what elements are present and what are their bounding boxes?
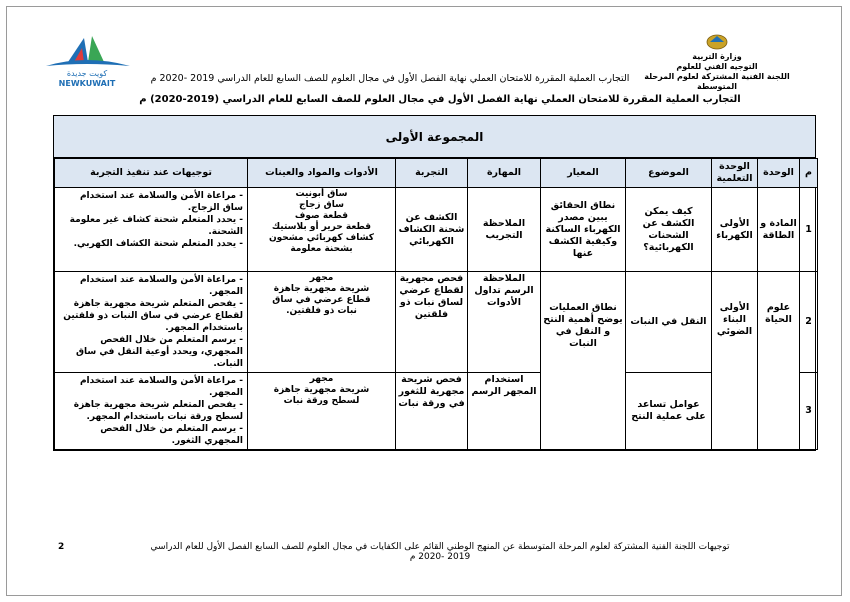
row-skill: استخدام المجهر الرسم: [468, 373, 541, 450]
row-topic: النقل في النبات: [626, 272, 712, 373]
row-skill: الملاحظة الرسم تداول الأدوات: [468, 272, 541, 373]
row-tools: [248, 272, 396, 373]
tool-item: شريحة مجهرية جاهزة: [273, 284, 370, 294]
logo-arabic-text: كويت جديدة: [66, 69, 108, 78]
guide-item: - يرسم المتعلم من خلال الفحص المجهري الثغور.: [100, 424, 243, 446]
tool-item: مجهر: [309, 273, 334, 283]
committee-name: اللجنة الفنية المشتركة لعلوم المرحلة المتوسطة: [644, 72, 790, 91]
tool-item: شريحة مجهرية جاهزة: [273, 385, 370, 395]
experiments-table: [54, 158, 818, 450]
row-standard: نطاق الحقائق يبين مصدر الكهرباء الساكنة وكيفية الكشف عنها: [541, 188, 626, 272]
col-header-skill: المهارة: [468, 159, 541, 188]
row-guide: [55, 373, 248, 450]
row-learning-unit: الأولى الكهرباء: [712, 188, 758, 272]
guide-item: - يحدد المتعلم شحنة كشاف غير معلومة الشحنة.: [69, 215, 243, 237]
table-row: [55, 373, 818, 450]
row-guide: [55, 272, 248, 373]
col-header-guide: توجيهات عند تنفيذ التجربة: [55, 159, 248, 188]
group-title: المجموعة الأولى: [54, 116, 815, 158]
page-number: 2: [58, 542, 65, 552]
guide-item: - يفحص المتعلم شريحة مجهرية جاهزة لقطاع عرضي في ساق النبات ذو فلقتين باستخدام المجهر.: [63, 299, 243, 333]
row-unit: المادة و الطاقة: [758, 188, 800, 272]
row-topic: عوامل تساعد على عملية النتح: [626, 373, 712, 450]
col-header-num: م: [800, 159, 818, 188]
new-kuwait-logo-icon: [38, 32, 136, 90]
row-experiment: فحص شريحة مجهرية للثغور في ورقة نبات: [396, 373, 468, 450]
footer-text: توجيهات اللجنة الفنية المشتركة لعلوم المرحلة المتوسطة عن المنهج الوطني القائم على الكفايات في مجال العلوم للصف السابع الفصل الأول للعام الدراسي 2019 -2020 م: [150, 542, 730, 562]
table-row: [55, 188, 818, 272]
col-header-standard: المعيار: [541, 159, 626, 188]
col-header-learning-unit: الوحدة التعلمية: [712, 159, 758, 188]
tool-item: ساق أبونيت: [295, 189, 348, 199]
tool-item: مجهر: [309, 374, 334, 384]
tool-item: قطعة حرير أو بلاستيك: [271, 222, 372, 232]
guide-item: - يفحص المتعلم شريحة مجهرية جاهزة لسطح ورقة نبات باستخدام المجهر.: [73, 400, 243, 422]
row-tools: [248, 373, 396, 450]
row-guide: [55, 188, 248, 272]
guide-item: - مراعاة الأمن والسلامة عند استخدام ساق الزجاج.: [79, 191, 243, 213]
department-name: التوجيه الفني للعلوم: [676, 62, 758, 71]
row-experiment: فحص مجهرية لقطاع عرضي لساق نبات ذو فلقتين: [396, 272, 468, 373]
row-number: 1: [800, 188, 818, 272]
new-kuwait-logo: [38, 32, 136, 90]
ministry-name: وزارة التربية: [692, 52, 742, 61]
header-title-1: التجارب العملية المقررة للامتحان العملي نهاية الفصل الأول في مجال العلوم للصف السابع للعام الدراسي 2019 -2020 م: [150, 73, 630, 84]
tool-item: ساق زجاج: [299, 200, 344, 210]
guide-item: - يحدد المتعلم شحنة الكشاف الكهربي.: [73, 239, 243, 249]
tool-item: بشحنة معلومة: [290, 244, 353, 254]
header-title-2: التجارب العملية المقررة للامتحان العملي نهاية الفصل الأول في مجال العلوم للصف السابع للعام الدراسي (2019-2020) م: [139, 94, 741, 105]
tool-item: لسطح ورقة نبات: [283, 396, 360, 406]
row-learning-unit: الأولى البناء الضوئي: [712, 272, 758, 450]
guide-item: - مراعاة الأمن والسلامة عند استخدام المجهر.: [79, 275, 243, 297]
row-unit: علوم الحياة: [758, 272, 800, 450]
guide-item: - يرسم المتعلم من خلال الفحص المجهري، ويحدد أوعية النقل في ساق النبات.: [75, 335, 243, 369]
col-header-tools: الأدوات والمواد والعينات: [248, 159, 396, 188]
row-skill: الملاحظة التجريب: [468, 188, 541, 272]
row-topic: كيف يمكن الكشف عن الشحنات الكهربائية؟: [626, 188, 712, 272]
col-header-experiment: التجربة: [396, 159, 468, 188]
table-header-row: [55, 159, 818, 188]
tool-item: قطاع عرضي في ساق: [272, 295, 371, 305]
guide-item: - مراعاة الأمن والسلامة عند استخدام المجهر.: [79, 376, 243, 398]
col-header-unit: الوحدة: [758, 159, 800, 188]
row-tools: [248, 188, 396, 272]
logo-latin-text: NEWKUWAIT: [58, 79, 116, 88]
ministry-header: [642, 32, 792, 92]
row-number: 3: [800, 373, 818, 450]
col-header-topic: الموضوع: [626, 159, 712, 188]
table-row: [55, 272, 818, 373]
tool-item: كشاف كهربائي مشحون: [268, 233, 375, 243]
kuwait-emblem-icon: [704, 32, 730, 50]
row-experiment: الكشف عن شحنة الكشاف الكهربائي: [396, 188, 468, 272]
tool-item: نبات ذو فلقتين.: [286, 306, 357, 316]
row-standard: نطاق العمليات يوضح أهمية النتح و النقل في النبات: [541, 272, 626, 450]
tool-item: قطعة صوف: [294, 211, 349, 221]
row-number: 2: [800, 272, 818, 373]
experiments-table-container: [53, 115, 816, 451]
